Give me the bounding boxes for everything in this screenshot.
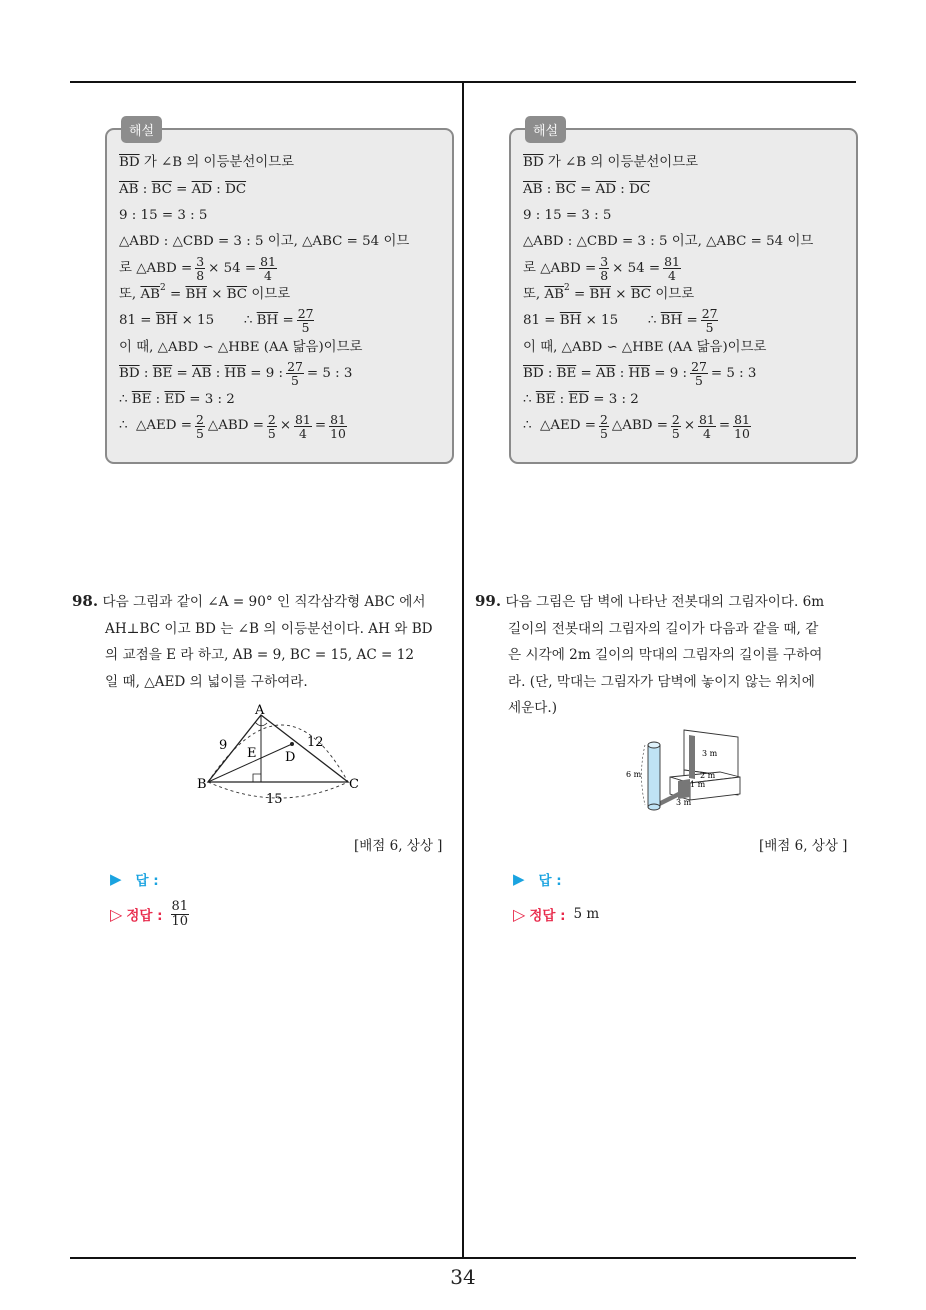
label-C: C [349, 777, 359, 792]
play-icon: ▶ [110, 870, 122, 888]
label-pole: 6 m [626, 770, 642, 779]
label-ab: 9 [219, 738, 228, 753]
page-number: 34 [450, 1265, 476, 1289]
label-step: 1 m [690, 780, 706, 789]
column-divider [462, 82, 464, 1259]
solution-tag: 해설 [121, 116, 162, 143]
answer-row-98: ▶ 답 : [110, 870, 159, 889]
score-98: [배점 6, 상상 ] [354, 838, 443, 854]
solution-tag: 해설 [525, 116, 566, 143]
bottom-rule [70, 1257, 856, 1259]
solution-text: $\overline{BD}$ 가 ∠B 의 이등분선이므로 $\overline{AB}$ : $\overline{BC}$ = $\overline{AD}$ : $\overline{DC}$ 9 : 15 = 3 : 5 △ABD : △CBD = 3 : 5 이고, △ABC = 54 이므 로 △ABD = $\frac{3}{8}$ × 54 = 81 4 또, $\overline{AB}$ 2 = $\overline{BH}$ × $\overline{BC}$ 이므로 81 = $\overline{BH}$ × 15 ∴ $\overline{BH}$ = 27 5 이 때, △ABD ∽ △HBE (AA 닮음)이므로 $\overline{BD}$ : $\overline{BE}$ = $\overline{AB}$ : $\overline{HB}$ = 9 : $\frac{27}{5}$ = 5 : 3 ∴ $\overline{BE}$ : $\overline{ED}$ = 3 : 2 ∴ △AED = 2 5 △ABD = 2 5 × 81 4 = 81 10 [523, 155, 814, 441]
solution-box-left [105, 124, 454, 464]
answer-row-99: ▶ 답 : [513, 870, 562, 889]
label-wall: 3 m [702, 749, 718, 758]
label-top: 2 m [700, 771, 716, 780]
label-D: D [285, 750, 296, 765]
score-99: [배점 6, 상상 ] [759, 838, 848, 854]
play-icon: ▶ [513, 870, 525, 888]
correct-row-99: ▷ 정답 : 5 m [513, 904, 600, 924]
outline-play-icon: ▷ [110, 904, 123, 924]
problem-number: 98. [72, 592, 99, 610]
triangle-figure [195, 700, 375, 810]
solution-box-right [509, 124, 858, 464]
label-ground: 3 m [676, 798, 692, 807]
problem-number: 99. [475, 592, 502, 610]
solution-text: $\overline{BD}$ 가 ∠B 의 이등분선이므로 $\overline{AB}$ : $\overline{BC}$ = $\overline{AD}$ : $\overline{DC}$ 9 : 15 = 3 : 5 △ABD : △CBD = 3 : 5 이고, △ABC = 54 이므 로 △ABD = $\frac{3}{8}$ × 54 = 81 4 또, $\overline{AB}$ 2 = $\overline{BH}$ × $\overline{BC}$ 이므로 81 = $\overline{BH}$ × 15 ∴ $\overline{BH}$ = 27 5 이 때, △ABD ∽ △HBE (AA 닮음)이므로 $\overline{BD}$ : $\overline{BE}$ = $\overline{AB}$ : $\overline{HB}$ = 9 : $\frac{27}{5}$ = 5 : 3 ∴ $\overline{BE}$ : $\overline{ED}$ = 3 : 2 ∴ △AED = 2 5 △ABD = 2 5 × 81 4 = 81 10 [119, 155, 410, 441]
label-ac: 12 [307, 735, 324, 750]
pole-shadow-figure [622, 725, 757, 815]
label-B: B [197, 777, 207, 792]
label-bc: 15 [266, 792, 283, 807]
outline-play-icon: ▷ [513, 904, 526, 924]
label-A: A [255, 703, 265, 718]
problem-98: 98. 다음 그림과 같이 ∠A = 90° 인 직각삼각형 ABC 에서 AH⊥BC 이고 BD 는 ∠B 의 이등분선이다. AH 와 BD 의 교점을 E 라 하고, AB = 9, BC = 15, AC = 12 일 때, △AED 의 넓이를 구하여라. [72, 592, 433, 690]
problem-99: 99. 다음 그림은 담 벽에 나타난 전봇대의 그림자이다. 6m 길이의 전봇대의 그림자의 길이가 다음과 같을 때, 같 은 시각에 2m 길이의 막대의 그림자의 길이를 구하여 라. (단, 막대는 그림자가 담벽에 놓이지 않는 위치에 세운다.) [475, 592, 825, 716]
correct-row-98: ▷ 정답 : 81 10 [110, 899, 189, 929]
label-E: E [247, 746, 257, 761]
